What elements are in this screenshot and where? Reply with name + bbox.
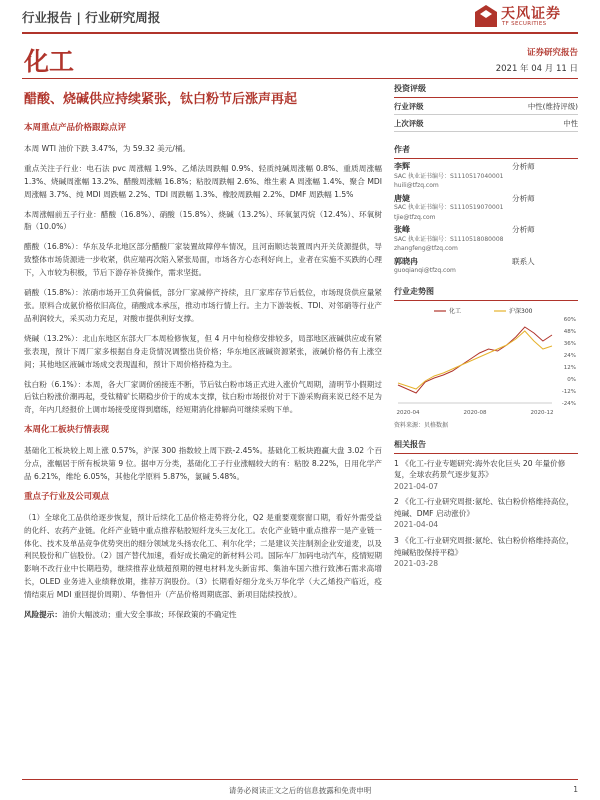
- related-reports-list: [394, 458, 578, 570]
- y-tick-label: 24%: [563, 352, 576, 359]
- previous-rating-label: 上次评级: [394, 118, 424, 128]
- author-cert: SAC 执业证书编号：S1110517040001: [394, 172, 504, 180]
- author-cert: SAC 执业证书编号：S1110518080008: [394, 235, 504, 243]
- paragraph-acetic-acid: 醋酸（16.8%）：华东及华北地区部分醋酸厂家装置故障停车情况，且河南顺达装置周内开关货源提供，导致整体市场货源进一步收紧，供应端再次陷入紧张局面，市场各方心态利好向上，业者在实施不买跌的心理下，入市较为积极，节后下游存补货操作，需求坚挺。: [24, 242, 382, 278]
- report-category: 行业报告 | 行业研究周报: [22, 10, 161, 25]
- risk-text: 油价大幅波动；重大安全事故；环保政策的不确定性: [61, 610, 237, 620]
- related-report-date: 2021-03-28: [394, 559, 439, 569]
- author-item: [394, 194, 578, 223]
- author-role: 联系人: [512, 256, 535, 266]
- x-tick-label: 2020-12: [530, 409, 554, 416]
- title-divider: [22, 78, 578, 79]
- section-key-views: 重点子行业及公司观点: [24, 491, 110, 502]
- page-number: 1: [573, 785, 578, 794]
- author-email[interactable]: huili@tfzq.com: [394, 182, 439, 189]
- logo-text-en: TF SECURITIES: [502, 21, 547, 27]
- y-tick-label: 12%: [563, 364, 576, 371]
- author-email[interactable]: tjie@tfzq.com: [394, 213, 436, 221]
- main-content: [24, 120, 382, 629]
- related-report-title[interactable]: 1 《化工-行业专题研究:海外农化巨头 20 年量价修复，全球农药景气逐步复苏》: [394, 458, 566, 480]
- authors-list: [394, 162, 578, 276]
- author-name: 张峰: [394, 225, 410, 234]
- author-email[interactable]: guoqianqi@tfzq.com: [394, 267, 456, 274]
- author-name-row: [394, 257, 578, 267]
- related-report-date: 2021-04-07: [394, 481, 439, 491]
- author-item: [394, 257, 578, 276]
- company-logo: [474, 2, 578, 30]
- paragraph-views: （1）全球化工品供给逐步恢复，预计后续化工品价格走势将分化，Q2 是重要观察窗口期，看好外需受益的化纤、农药产业链。化纤产业链中重点推荐粘胶短纤龙头三友化工。农化产业链中重点推荐一是产业链一体化、技术及单品竞争优势突出的细分领域龙头扬农化工、利尔化学；二是建议关注制剂企业安道麦，以及利民股份和广信股份。（2）国产替代加速，看好成长确定的新材料公司。国际车厂加码电动汽车，疫情短期影响不改行业中长期趋势，继续推荐业绩超预期的锂电材料龙头新宙邦、集油车国六推行致沸石需求高增长，OLED 业务进入业绩释放期，推荐万润股份。（3）长期看好细分龙头万华化学（大乙烯投产临近，疫情结束后 MDI 重回提价周期）、华鲁恒升（产品价格周期底部、新项目陆续投放）。: [24, 512, 382, 600]
- trend-chart-svg: [394, 305, 578, 417]
- related-report-title[interactable]: 3 《化工-行业研究周报:氨纶、钛白粉价格维持高位，纯碱粘胶保持平稳》: [394, 536, 574, 557]
- author-item: [394, 225, 578, 254]
- authors-heading: 作者: [394, 144, 578, 159]
- page-title: 化工: [24, 47, 75, 76]
- risk-warning: [24, 609, 382, 622]
- series-line-1: [398, 331, 552, 389]
- paragraph-top5: 本周涨幅前五子行业：醋酸（16.8%）、硝酸（15.8%）、烧碱（13.2%）、环氧氯丙烷（12.4%）、环氧树脂（10.0%）: [24, 209, 382, 232]
- y-tick-label: -24%: [561, 400, 576, 407]
- author-name-row: [394, 194, 578, 204]
- y-tick-label: 60%: [563, 316, 576, 323]
- author-name-row: [394, 225, 578, 235]
- author-role: 分析师: [512, 162, 535, 171]
- paragraph-oil: 本周 WTI 油价下跌 3.47%，为 59.32 美元/桶。: [24, 143, 191, 153]
- author-name-row: [394, 162, 578, 172]
- paragraph-nitric-acid: 硝酸（15.8%）：浓硝市场开工负荷偏低，部分厂家减停产持续，且厂家库存节后低位，市场现货供应量紧张。原料合成氨价格依旧高位，硝酸成本承压，推动市场行情上行。主力下游装板、TDI、对邻硝等行业产品利润较大，采买动力充足，对酸市提供利好支撑。: [24, 288, 382, 323]
- x-tick-label: 2020-04: [396, 409, 420, 416]
- section-sector-performance: 本周化工板块行情表现: [24, 425, 110, 436]
- industry-rating-value: 中性(维持评级): [527, 101, 578, 111]
- sidebar: [394, 80, 578, 570]
- y-tick-label: 48%: [563, 328, 576, 335]
- author-name: 李辉: [394, 162, 410, 171]
- legend-label: 沪深300: [509, 307, 533, 315]
- paragraph-titanium-dioxide: 钛白粉（6.1%）：本周，各大厂家调价函接连不断，节后钛白粉市场正式进入涨价气周期，清明节小假期过后钛白粉涨价潮再起，受钛精矿长期稳步价于的成本支撑，钛白粉市场报价对于下游采购商来说已经不足为奇，年内几经报价上调市场接受度得到磨练，经短期消化排解尚可继续采购下单。: [24, 379, 382, 415]
- related-reports-heading: 相关报告: [394, 439, 578, 454]
- related-report-item[interactable]: [394, 535, 578, 570]
- trend-chart: [394, 305, 578, 419]
- footer-disclaimer: 请务必阅读正文之后的信息披露和免责申明: [228, 786, 372, 795]
- paragraph-subsectors: 重点关注子行业：电石法 pvc 周涨幅 1.9%、乙烯法周跌幅 0.9%、轻质纯碱周涨幅 0.8%、重质周涨幅 1.3%、烧碱周涨幅 13.2%、醋酸周涨幅 16.8%；粘胶周跌幅 2.6%、维生素 A 周涨幅 1.4%、聚合 MDI 周涨幅 3.7%、纯 MDI 周跌幅 2.2%、TDI 周跌幅 1.3%、橡胶周跌幅 2.2%、DMF 周跌幅 1.5%: [24, 163, 382, 199]
- author-role: 分析师: [512, 225, 535, 234]
- industry-rating-label: 行业评级: [394, 101, 424, 111]
- series-line-0: [398, 327, 552, 393]
- paragraph-caustic-soda: 烧碱（13.2%）：北山东地区东部大厂本周检修恢复，但 4 月中旬检修安排较多，局部地区液碱供应或有紧张表现，预计下周厂家多根据自身走货情况调整出货价格；华东地区液碱资源紧张，液碱价格仍有上涨空间；其他地区液碱市场成交表现温和，预计下周价格持稳为主。: [24, 333, 382, 369]
- logo-text-cn: 天风证券: [501, 6, 561, 22]
- y-tick-label: 0%: [567, 376, 576, 383]
- legend-label: 化工: [449, 307, 462, 315]
- author-email[interactable]: zhangfeng@tfzq.com: [394, 245, 458, 252]
- y-tick-label: -12%: [561, 388, 576, 395]
- y-tick-label: 36%: [563, 340, 576, 347]
- x-tick-label: 2020-08: [463, 409, 487, 416]
- logo-mark-icon: [474, 4, 498, 28]
- related-report-item[interactable]: [394, 458, 578, 493]
- report-type: 证券研究报告: [526, 48, 578, 58]
- author-name: 郭晓冉: [394, 256, 418, 266]
- report-date: 2021 年 04 月 11 日: [495, 64, 578, 74]
- chart-source: 资料来源：贝格数据: [394, 421, 449, 429]
- investment-rating-heading: 投资评级: [394, 80, 578, 98]
- report-headline: 醋酸、烧碱供应持续紧张，钛白粉节后涨声再起: [24, 92, 298, 107]
- author-cert: SAC 执业证书编号：S1110519070001: [394, 204, 504, 211]
- author-role: 分析师: [512, 193, 535, 203]
- related-report-item[interactable]: [394, 496, 578, 531]
- risk-label: 风险提示：: [24, 610, 62, 620]
- related-report-date: 2021-04-04: [394, 520, 439, 530]
- author-name: 唐婕: [394, 193, 410, 203]
- previous-rating-value: 中性: [563, 118, 578, 128]
- author-item: [394, 162, 578, 191]
- industry-rating-row: [394, 98, 578, 115]
- section-price-tracking: 本周重点产品价格跟踪点评: [24, 123, 127, 133]
- trend-chart-heading: 行业走势图: [394, 286, 578, 301]
- header-divider: [22, 32, 578, 34]
- related-report-title[interactable]: 2 《化工-行业研究周报:氨纶、钛白粉价格维持高位，纯碱、DMF 启动涨价》: [394, 497, 574, 518]
- footer-divider: [22, 779, 578, 780]
- previous-rating-row: [394, 115, 578, 132]
- paragraph-performance: 基础化工板块较上周上涨 0.57%，沪深 300 指数较上周下跌-2.45%。基础化工板块跑赢大盘 3.02 个百分点，涨幅居于所有板块第 9 位。据申万分类，基础化工子行业涨幅较大的有：粘胶 8.22%，日用化学产品 6.21%，维纶 6.05%，其他化学原料 5.87%，氯碱 5.48%。: [24, 446, 382, 481]
